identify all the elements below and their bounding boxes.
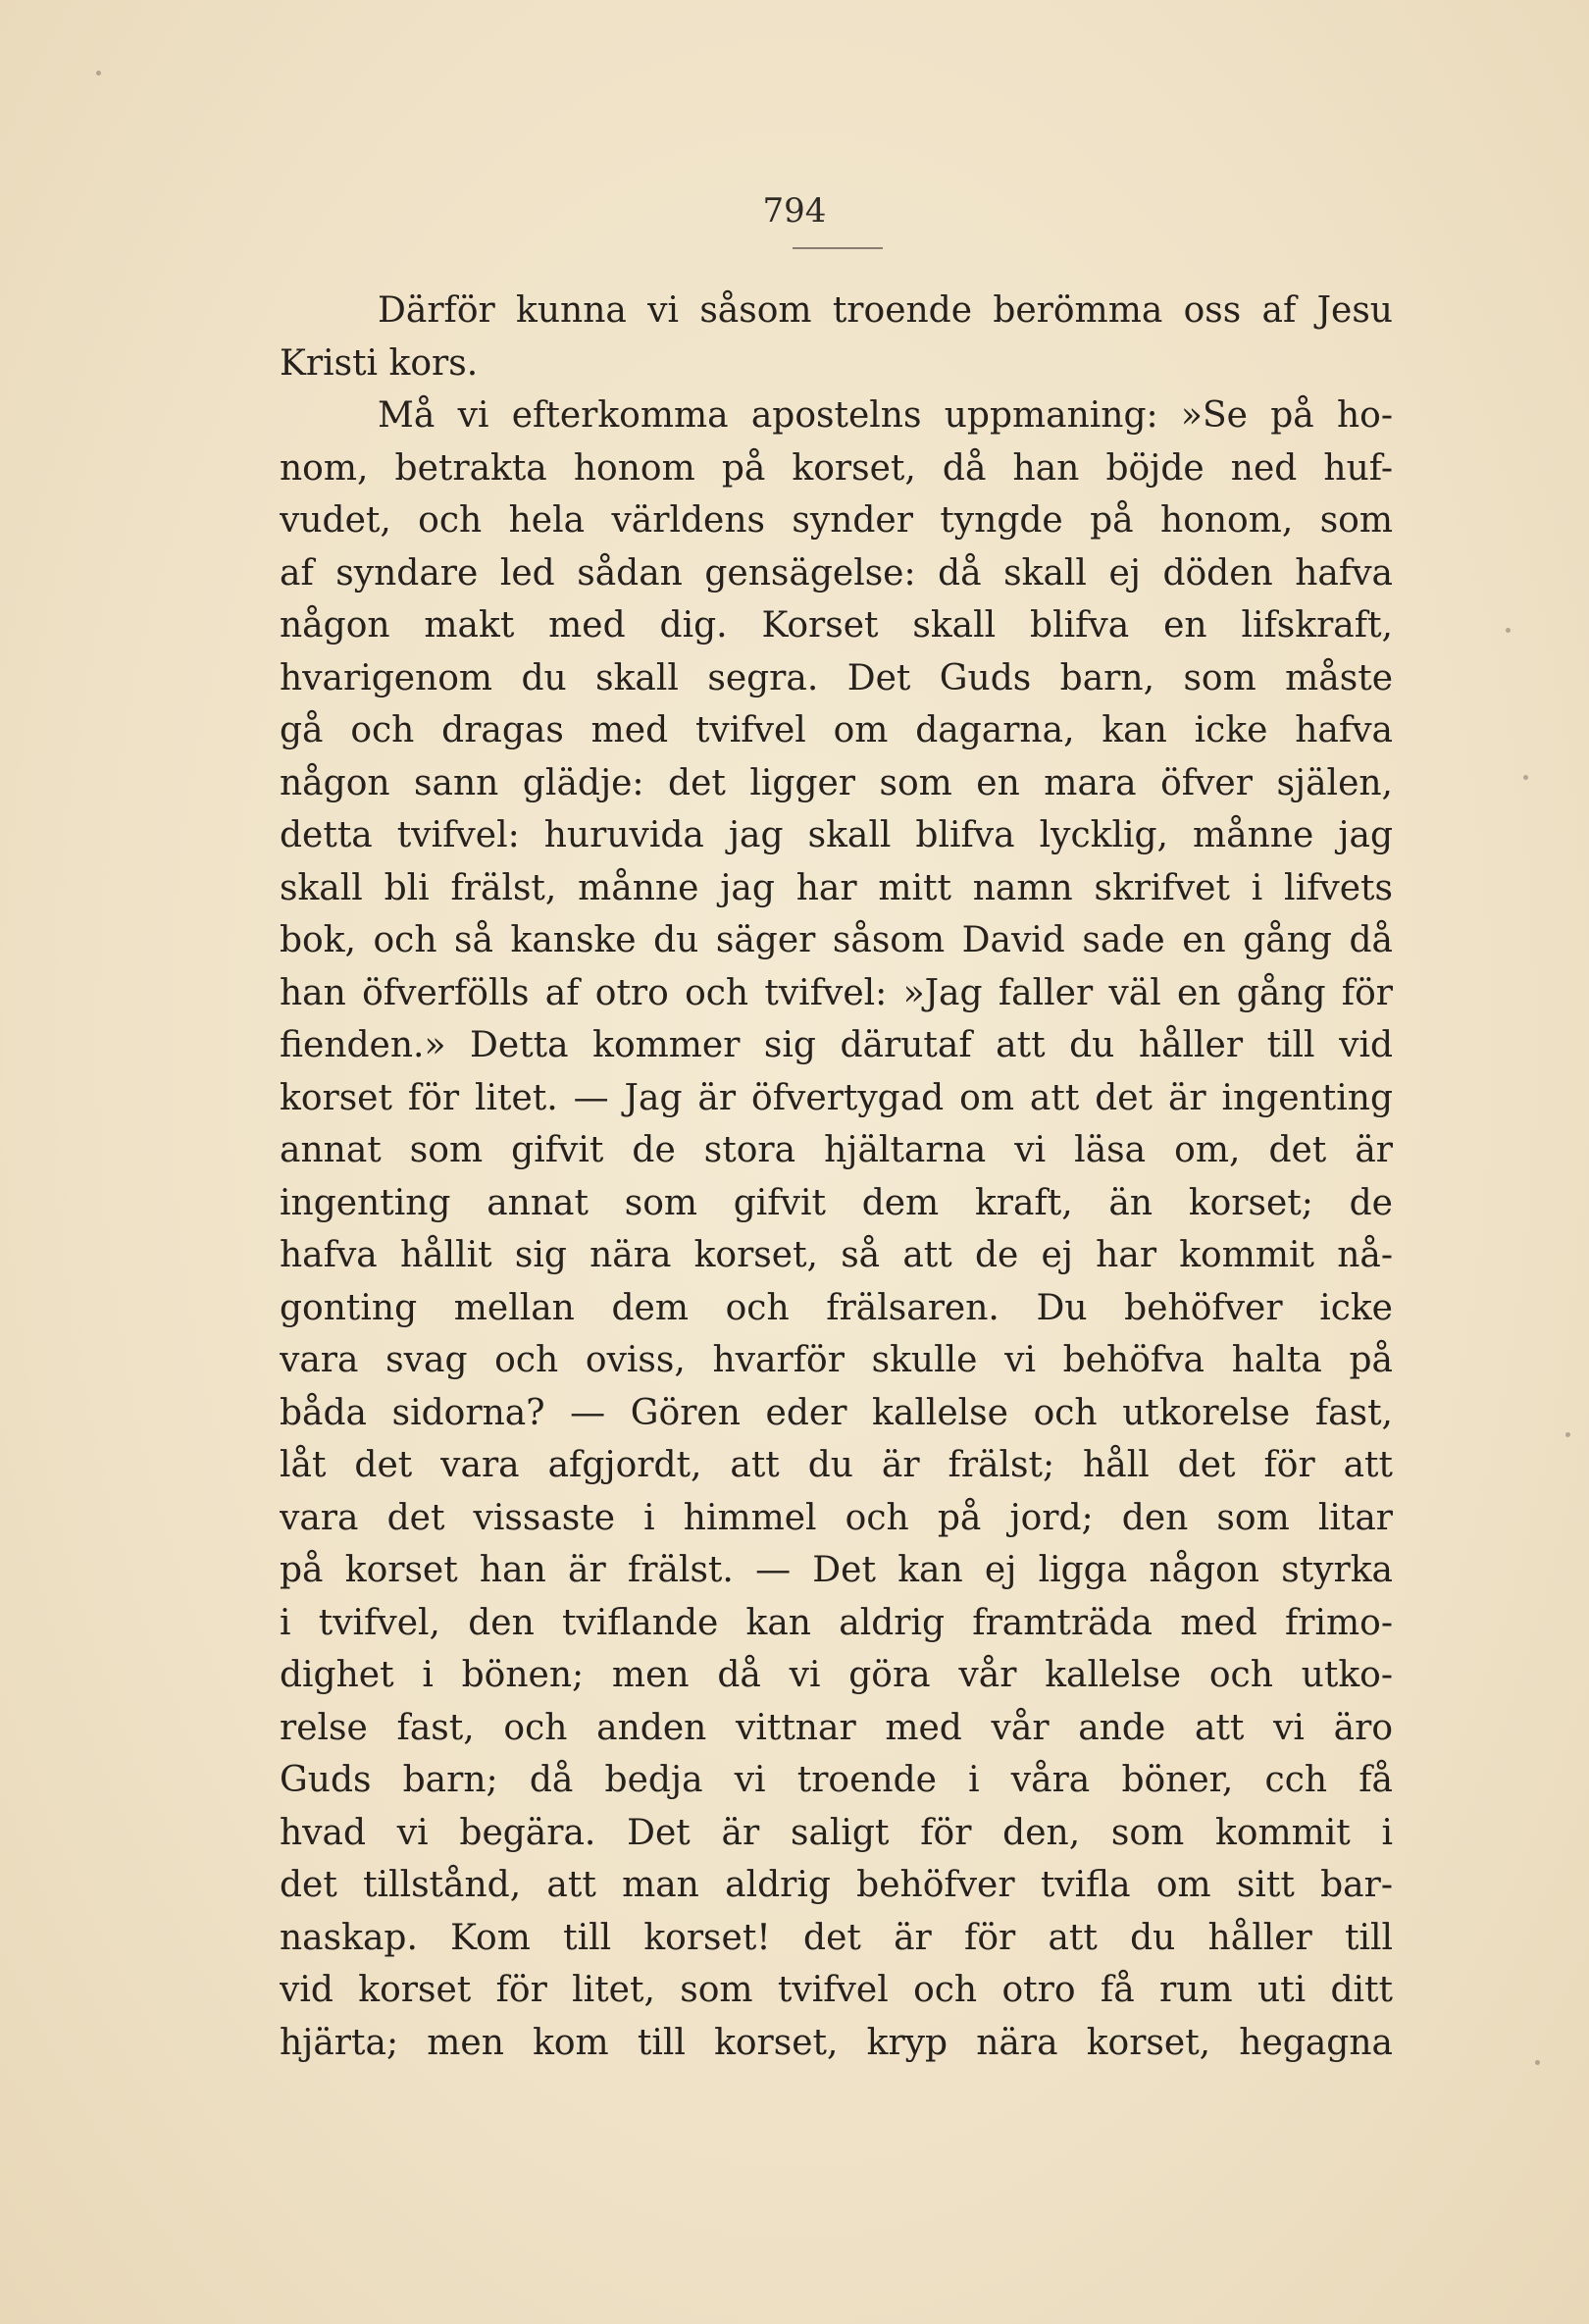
text-line: låt det vara afgjordt, att du är frälst; håll det för att bbox=[280, 1445, 1393, 1485]
text-line: annat som gifvit de stora hjältarna vi läsa om, det är bbox=[280, 1130, 1393, 1170]
text-line: det tillstånd, att man aldrig behöfver tvifla om sitt bar- bbox=[280, 1865, 1393, 1905]
text-line: af syndare led sådan gensägelse: då skall ej döden hafva bbox=[280, 552, 1393, 594]
text-line: Guds barn; då bedja vi troende i våra böner, cch få bbox=[280, 1760, 1393, 1800]
text-line: vudet, och hela världens synder tyngde på honom, som bbox=[280, 500, 1393, 541]
text-line: vid korset för litet, som tvifvel och otro få rum uti ditt bbox=[280, 1970, 1393, 2010]
text-line: gonting mellan dem och frälsaren. Du behöfver icke bbox=[280, 1287, 1393, 1328]
text-line: hvad vi begära. Det är saligt för den, som kommit i bbox=[280, 1812, 1393, 1853]
paper-speck bbox=[1506, 628, 1511, 633]
page-number: 794 bbox=[762, 191, 827, 231]
text-line: hvarigenom du skall segra. Det Guds barn, som måste bbox=[280, 657, 1393, 698]
text-line: båda sidorna? — Gören eder kallelse och utkorelse fast, bbox=[280, 1392, 1393, 1433]
text-line: dighet i bönen; men då vi göra vår kallelse och utko- bbox=[280, 1655, 1393, 1695]
paper-speck bbox=[1535, 2060, 1540, 2065]
text-line: i tvifvel, den tviflande kan aldrig framträda med frimo- bbox=[280, 1602, 1393, 1643]
text-line: vara det vissaste i himmel och på jord; den som litar bbox=[280, 1497, 1393, 1538]
text-line: någon makt med dig. Korset skall blifva en lifskraft, bbox=[280, 605, 1393, 646]
text-line: någon sann glädje: det ligger som en mara öfver själen, bbox=[280, 762, 1393, 803]
text-line: hjärta; men kom till korset, kryp nära korset, hegagna bbox=[280, 2022, 1393, 2063]
text-line: relse fast, och anden vittnar med vår ande att vi äro bbox=[280, 1707, 1393, 1748]
text-line: vara svag och oviss, hvarför skulle vi behöfva halta på bbox=[280, 1340, 1393, 1380]
body-text bbox=[280, 284, 1393, 2069]
text-line: hafva hållit sig nära korset, så att de ej har kommit nå- bbox=[280, 1235, 1393, 1275]
text-line: Kristi kors. bbox=[280, 342, 479, 384]
text-line: Därför kunna vi såsom troende berömma oss af Jesu bbox=[378, 290, 1393, 331]
text-line: bok, och så kanske du säger såsom David sade en gång då bbox=[280, 920, 1393, 960]
paper-speck bbox=[96, 71, 101, 76]
text-line: ingenting annat som gifvit dem kraft, än korset; de bbox=[280, 1182, 1393, 1223]
text-line: han öfverfölls af otro och tvifvel: »Jag faller väl en gång för bbox=[280, 972, 1393, 1013]
text-line: nom, betrakta honom på korset, då han böjde ned huf- bbox=[280, 447, 1393, 489]
text-line: naskap. Kom till korset! det är för att du håller till bbox=[280, 1917, 1393, 1958]
text-line: korset för litet. — Jag är öfvertygad om att det är ingenting bbox=[280, 1077, 1393, 1118]
text-line: skall bli frälst, månne jag har mitt namn skrifvet i lifvets bbox=[280, 867, 1393, 908]
page-number-underline bbox=[793, 247, 883, 249]
text-line: detta tvifvel: huruvida jag skall blifva lycklig, månne jag bbox=[280, 815, 1393, 855]
paper-speck bbox=[1565, 1432, 1570, 1437]
text-line: fienden.» Detta kommer sig därutaf att du håller till vid bbox=[280, 1025, 1393, 1065]
text-line: gå och dragas med tvifvel om dagarna, kan icke hafva bbox=[280, 710, 1393, 750]
paper-speck bbox=[1523, 775, 1528, 780]
text-line: Må vi efterkomma apostelns uppmaning: »Se på ho- bbox=[378, 395, 1393, 436]
text-line: på korset han är frälst. — Det kan ej ligga någon styrka bbox=[280, 1550, 1393, 1590]
